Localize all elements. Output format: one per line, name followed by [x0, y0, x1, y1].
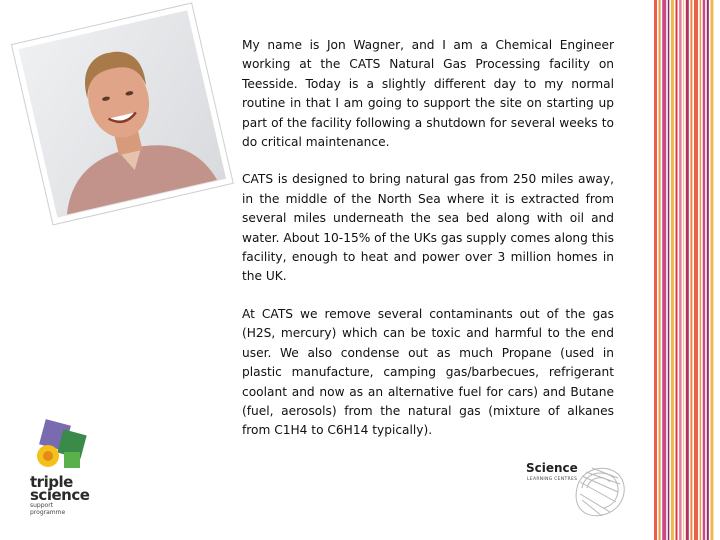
body-text	[242, 36, 614, 459]
stripe	[700, 0, 702, 540]
logo-text-programme: programme	[30, 509, 66, 516]
triple-science-logo	[30, 473, 90, 516]
logo-text-triple: triple	[30, 473, 73, 491]
stripe	[679, 0, 682, 540]
stripe	[703, 0, 706, 540]
stripe	[671, 0, 674, 540]
stripe	[676, 0, 678, 540]
stripe	[686, 0, 689, 540]
stripe	[707, 0, 709, 540]
stripe	[659, 0, 661, 540]
science-learning-centres-sub: LEARNING CENTRES	[527, 477, 578, 482]
logo-text-science: science	[30, 486, 90, 504]
science-learning-centres-name: Science	[526, 461, 578, 475]
stripe	[710, 0, 713, 540]
stripe	[668, 0, 670, 540]
stripe	[683, 0, 684, 540]
stripe	[662, 0, 666, 540]
paragraph-intro: My name is Jon Wagner, and I am a Chemical Engineer working at the CATS Natural Gas Processing facility on Teesside. Today is a slightly different day to my normal routine in that I am going to support the site on starting up part of the facility following a shutdown for several weeks to do critical maintenance.	[242, 38, 614, 150]
decorative-stripes	[652, 0, 720, 540]
stripe	[654, 0, 657, 540]
logo-text-support: support	[30, 502, 54, 509]
stripe	[690, 0, 692, 540]
paragraph-cats: CATS is designed to bring natural gas from 250 miles away, in the middle of the North Sea where it is extracted from several miles underneath the sea bed along with oil and water. About 10-15% of the UKs gas supply comes along this facility, enough to heat and power over 3 million homes in the UK.	[242, 172, 614, 284]
paragraph-contaminants: At CATS we remove several contaminants out of the gas (H2S, mercury) which can be toxic and harmful to the end user. We also condense out as much Propane (used in plastic manufacture, camping gas/barbecues, refrigerant coolant and now as an alternative fuel for cars) and Butane (fuel, aerosols) from the natural gas (mixture of alkanes from C1H4 to C6H14 typically).	[242, 306, 614, 438]
stripe	[694, 0, 698, 540]
portrait-photo	[0, 0, 240, 230]
